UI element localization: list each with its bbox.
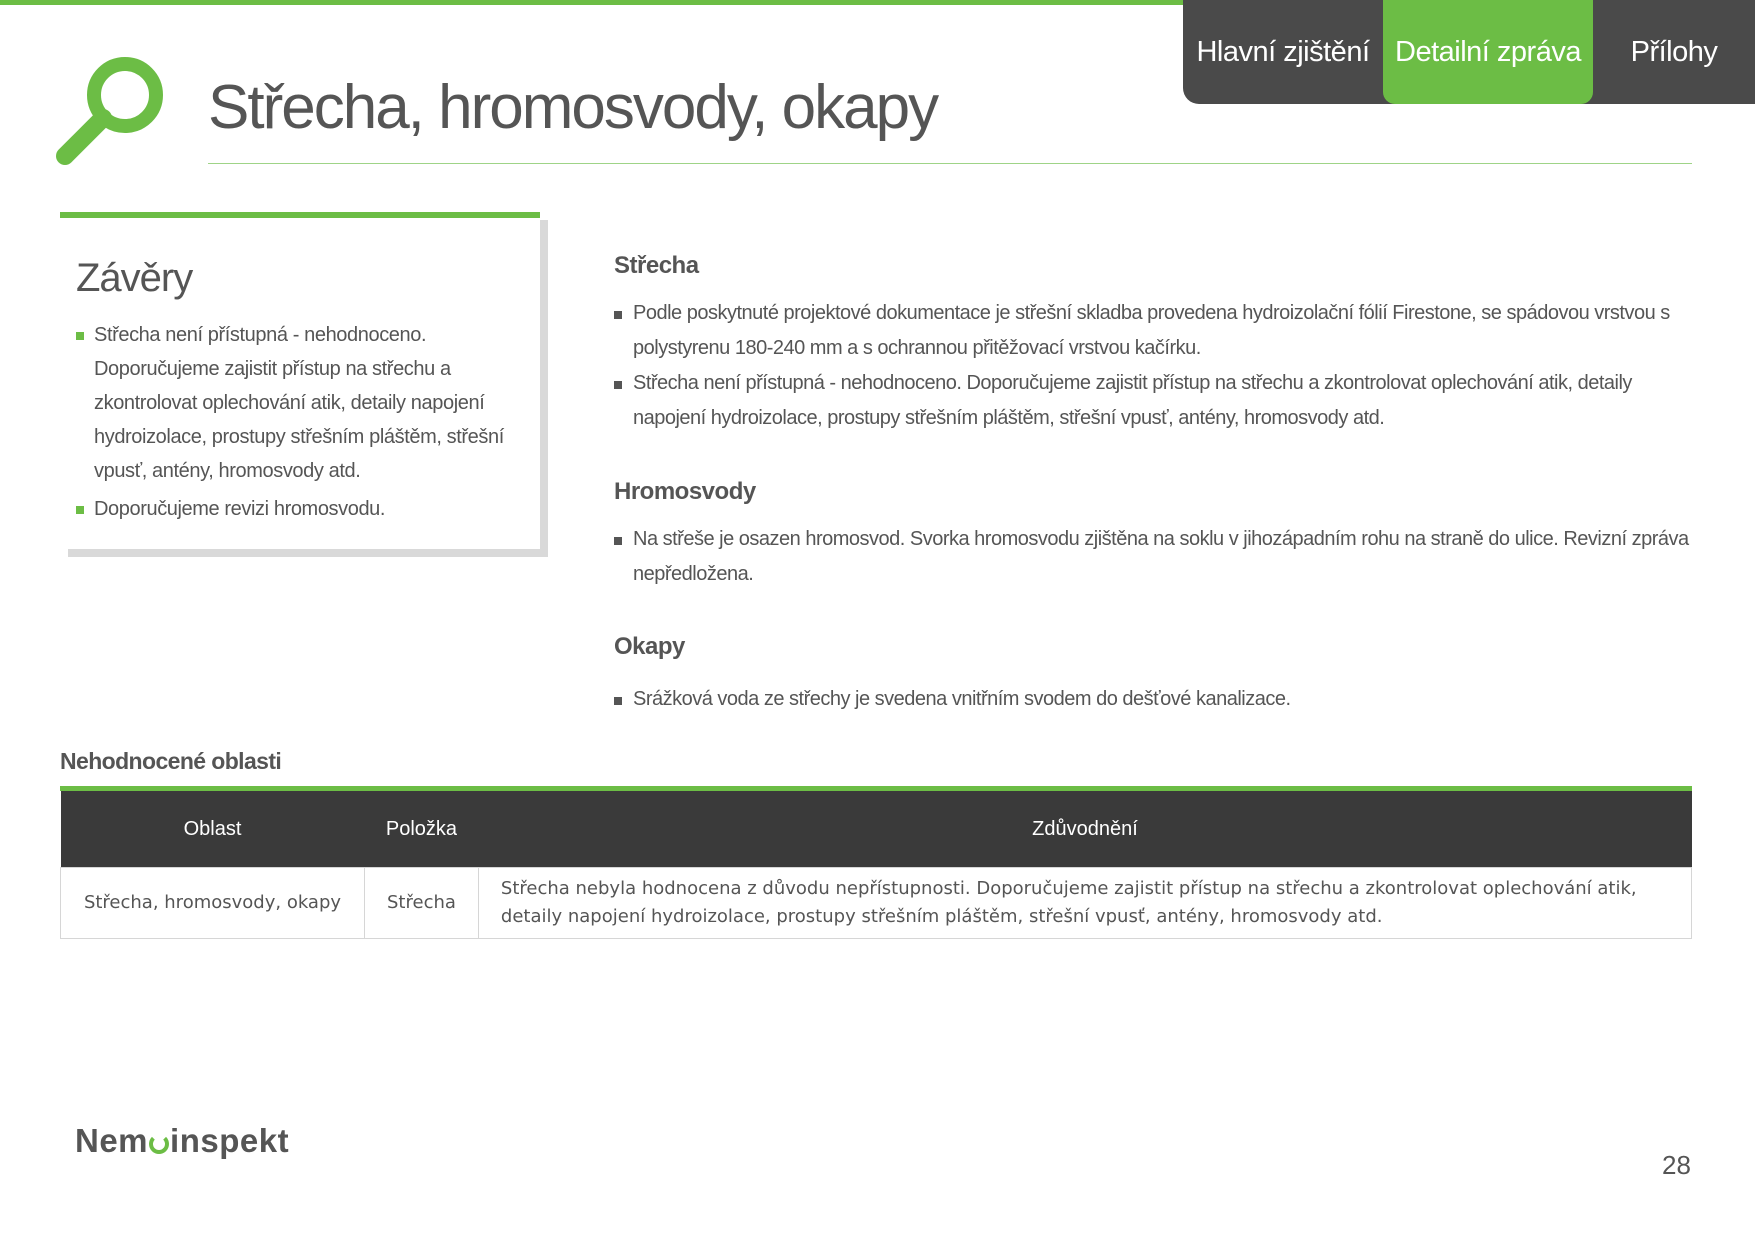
column-header: Oblast: [61, 791, 365, 868]
column-header: Položka: [365, 791, 479, 868]
section-list-lightning: [614, 522, 1704, 592]
tab-main-findings[interactable]: Hlavní zjištění: [1196, 35, 1370, 68]
unevaluated-table: [60, 791, 1692, 939]
bullet-icon: [76, 332, 84, 340]
section-text: Střecha není přístupná - nehodnoceno. Doporučujeme zajistit přístup na střechu a zkontrolovat oplechování atik, detaily napojení hydroizolace, prostupy střešním pláštěm, střešní vpusť, antény, hromosvody atd.: [633, 372, 1632, 429]
table-row: [61, 868, 1692, 939]
bullet-icon: [614, 381, 622, 389]
tab-attachments[interactable]: Přílohy: [1630, 35, 1718, 68]
table-cell: Střecha nebyla hodnocena z důvodu nepřístupnosti. Doporučujeme zajistit přístup na střechu a zkontrolovat oplechování atik, detaily napojení hydroizolace, prostupy střešním pláštěm, střešní vpusť, antény, hromosvody atd.: [478, 868, 1691, 939]
section-list-gutters: [614, 682, 1704, 717]
list-item: [614, 296, 1704, 366]
section-text: Na střeše je osazen hromosvod. Svorka hromosvodu zjištěna na soklu v jihozápadním rohu na straně do ulice. Revizní zpráva nepředložena.: [633, 528, 1689, 585]
list-item: [76, 318, 516, 488]
bullet-icon: [614, 311, 622, 319]
tab-detailed-report[interactable]: Detailní zpráva: [1383, 0, 1593, 104]
list-item: [76, 492, 516, 526]
logo-o-icon: [149, 1134, 169, 1154]
table-cell: Střecha: [365, 868, 479, 939]
list-item: [614, 522, 1704, 592]
unevaluated-heading: Nehodnocené oblasti: [60, 748, 282, 774]
top-accent-line: [0, 0, 1190, 5]
conclusions-list: [76, 318, 516, 530]
bullet-icon: [614, 697, 622, 705]
section-text: Srážková voda ze střechy je svedena vnitřním svodem do dešťové kanalizace.: [633, 688, 1291, 710]
bullet-icon: [614, 537, 622, 545]
section-text: Podle poskytnuté projektové dokumentace je střešní skladba provedena hydroizolační fólií Firestone, se spádovou vrstvou s polystyrenu 180-240 mm a s ochrannou přitěžovací vrstvou kačírku.: [633, 302, 1670, 359]
logo-text: Nem: [75, 1122, 149, 1159]
list-item: [614, 682, 1704, 717]
magnifier-icon: [55, 55, 175, 175]
table-cell: Střecha, hromosvody, okapy: [61, 868, 365, 939]
bullet-icon: [76, 506, 84, 514]
section-heading-gutters: Okapy: [614, 633, 685, 660]
conclusion-text: Doporučujeme revizi hromosvodu.: [94, 498, 386, 520]
table-header-row: [61, 791, 1692, 868]
title-divider: [208, 163, 1692, 164]
column-header: Zdůvodnění: [478, 791, 1691, 868]
conclusion-text: Střecha není přístupná - nehodnoceno. Doporučujeme zajistit přístup na střechu a zkontrolovat oplechování atik, detaily napojení hydroizolace, prostupy střešním pláštěm, střešní vpusť, antény, hromosvody atd.: [94, 324, 504, 482]
conclusions-title: Závěry: [76, 256, 193, 300]
section-heading-lightning: Hromosvody: [614, 478, 756, 505]
list-item: [614, 366, 1704, 436]
company-logo: [75, 1122, 289, 1160]
conclusions-panel: [60, 212, 540, 549]
section-list-roof: [614, 296, 1704, 436]
logo-text: inspekt: [170, 1122, 290, 1159]
page-title: Střecha, hromosvody, okapy: [208, 73, 938, 142]
section-heading-roof: Střecha: [614, 252, 699, 279]
page-number: 28: [1662, 1150, 1691, 1180]
nav-tabs: [1183, 0, 1755, 104]
